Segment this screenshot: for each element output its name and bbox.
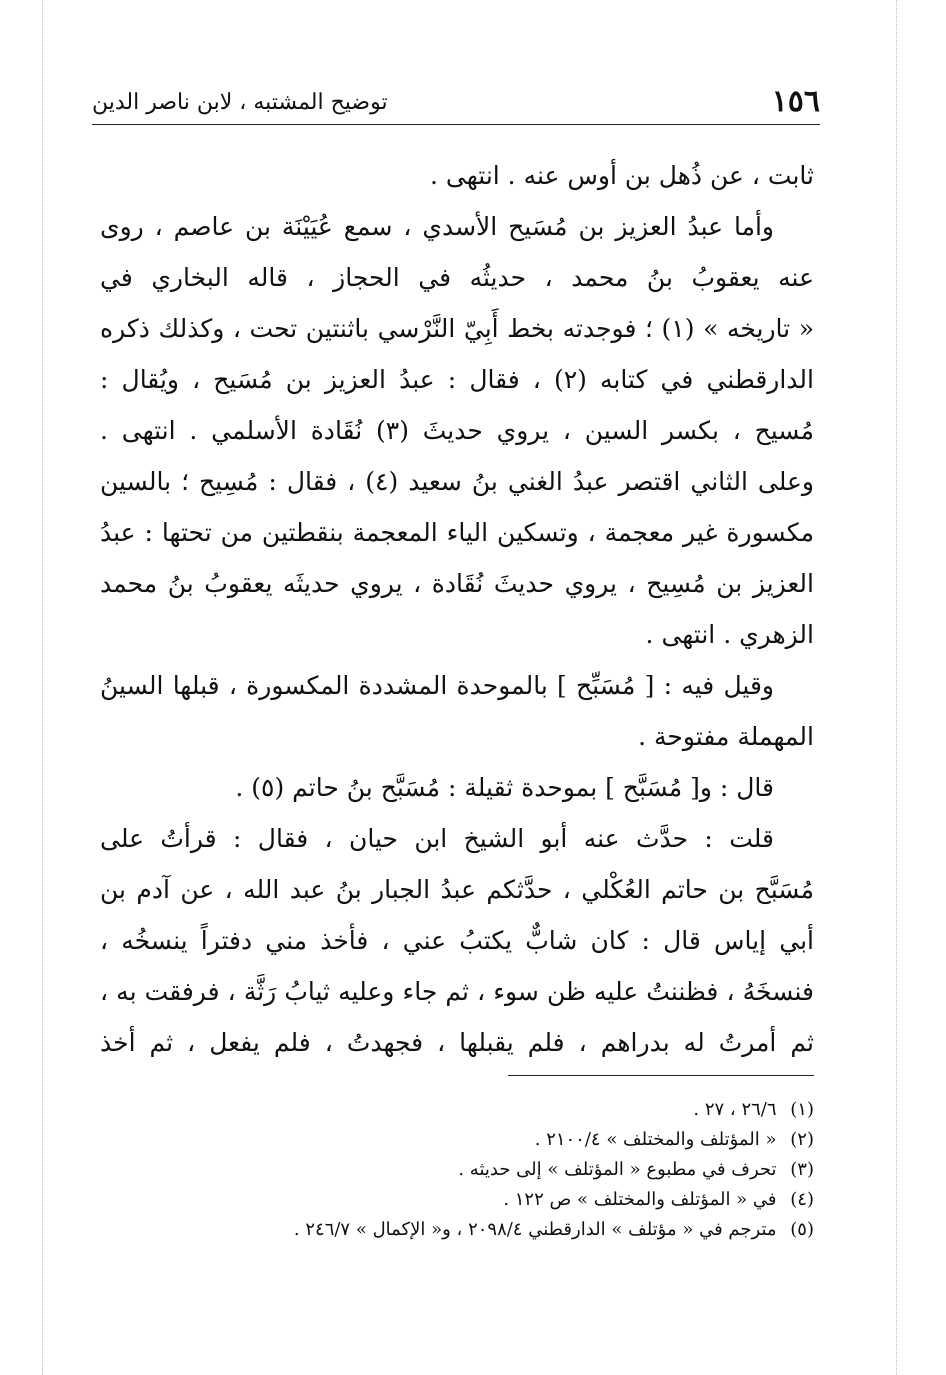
page-header bbox=[92, 84, 820, 125]
text-line: المهملة مفتوحة . bbox=[638, 722, 814, 751]
footnote-item bbox=[200, 1095, 814, 1125]
footnote-text: في « المؤتلف والمختلف » ص ١٢٢ . bbox=[503, 1189, 777, 1210]
text-line: العزيز بن مُسِيح ، يروي حديثَ نُقَادة ، يروي حديثَه يعقوبُ بنُ محمد bbox=[100, 569, 814, 598]
footnote-text: « المؤتلف والمختلف » ٢١٠٠/٤ . bbox=[534, 1129, 777, 1150]
footnote-item bbox=[200, 1185, 814, 1215]
text-line: ثم أمرتُ له بدراهم ، فلم يقبلها ، فجهدتُ ، فلم يفعل ، ثم أخذ bbox=[100, 1028, 814, 1057]
page-number: ١٥٦ bbox=[771, 84, 820, 119]
text-line: عنه يعقوبُ بنُ محمد ، حديثُه في الحجاز ، قاله البخاري في bbox=[100, 263, 814, 292]
footnote-separator bbox=[508, 1075, 814, 1076]
scan-guide-left bbox=[42, 0, 43, 1375]
text-line: مُسَبَّح بن حاتم العُكْلي ، حدَّثكم عبدُ الجبار بنُ عبد الله ، عن آدم بن bbox=[100, 875, 814, 904]
footnote-text: مترجم في « مؤتلف » الدارقطني ٢٠٩٨/٤ ، و« الإكمال » ٢٤٦/٧ . bbox=[293, 1219, 777, 1240]
text-line: وعلى الثاني اقتصر عبدُ الغني بنُ سعيد (٤) ، فقال : مُسِيح ؛ بالسين bbox=[100, 467, 814, 496]
body-text bbox=[100, 150, 814, 1068]
footnotes bbox=[200, 1095, 814, 1245]
text-line: مكسورة غير معجمة ، وتسكين الياء المعجمة بنقطتين من تحتها : عبدُ bbox=[100, 518, 814, 547]
footnote-text: تحرف في مطبوع « المؤتلف » إلى حديثه . bbox=[458, 1159, 777, 1180]
text-line: ثابت ، عن ذُهل بن أوس عنه . انتهى . bbox=[430, 161, 814, 190]
footnote-number: (٤) bbox=[790, 1189, 814, 1210]
footnote-item bbox=[200, 1155, 814, 1185]
text-line: أبي إياس قال : كان شابٌّ يكتبُ عني ، فأخذ مني دفتراً ينسخُه ، bbox=[100, 926, 814, 955]
footnote-item bbox=[200, 1125, 814, 1155]
text-line: قلت : حدَّث عنه أبو الشيخ ابن حيان ، فقال : قرأتُ على bbox=[100, 824, 774, 853]
footnote-item bbox=[200, 1215, 814, 1245]
text-line: الزهري . انتهى . bbox=[645, 620, 814, 649]
scan-guide-right bbox=[896, 0, 897, 1375]
footnote-text: ٢٦/٦ ، ٢٧ . bbox=[693, 1099, 777, 1120]
footnote-number: (٣) bbox=[790, 1159, 814, 1180]
footnote-number: (٢) bbox=[790, 1129, 814, 1150]
running-title: توضيح المشتبه ، لابن ناصر الدين bbox=[92, 90, 388, 115]
text-line: قال : و[ مُسَبَّح ] بموحدة ثقيلة : مُسَبَّح بنُ حاتم (٥) . bbox=[235, 773, 774, 802]
footnote-number: (٥) bbox=[790, 1219, 814, 1240]
text-line: « تاريخه » (١) ؛ فوجدته بخط أَبِيّ النَّرْسي باثنتين تحت ، وكذلك ذكره bbox=[100, 314, 814, 343]
text-line: مُسيح ، بكسر السين ، يروي حديثَ (٣) نُقَادة الأسلمي . انتهى . bbox=[100, 416, 814, 445]
text-line: فنسخَهُ ، فظننتُ عليه ظن سوء ، ثم جاء وعليه ثيابُ رَثَّة ، فرفقت به ، bbox=[100, 977, 814, 1006]
text-line: الدارقطني في كتابه (٢) ، فقال : عبدُ العزيز بن مُسَيح ، ويُقال : bbox=[100, 365, 814, 394]
footnote-number: (١) bbox=[790, 1099, 814, 1120]
text-line: وقيل فيه : [ مُسَبِّح ] بالموحدة المشددة المكسورة ، قبلها السينُ bbox=[100, 671, 774, 700]
text-line: وأما عبدُ العزيز بن مُسَيح الأسدي ، سمع عُيَيْنَة بن عاصم ، روى bbox=[100, 212, 774, 241]
